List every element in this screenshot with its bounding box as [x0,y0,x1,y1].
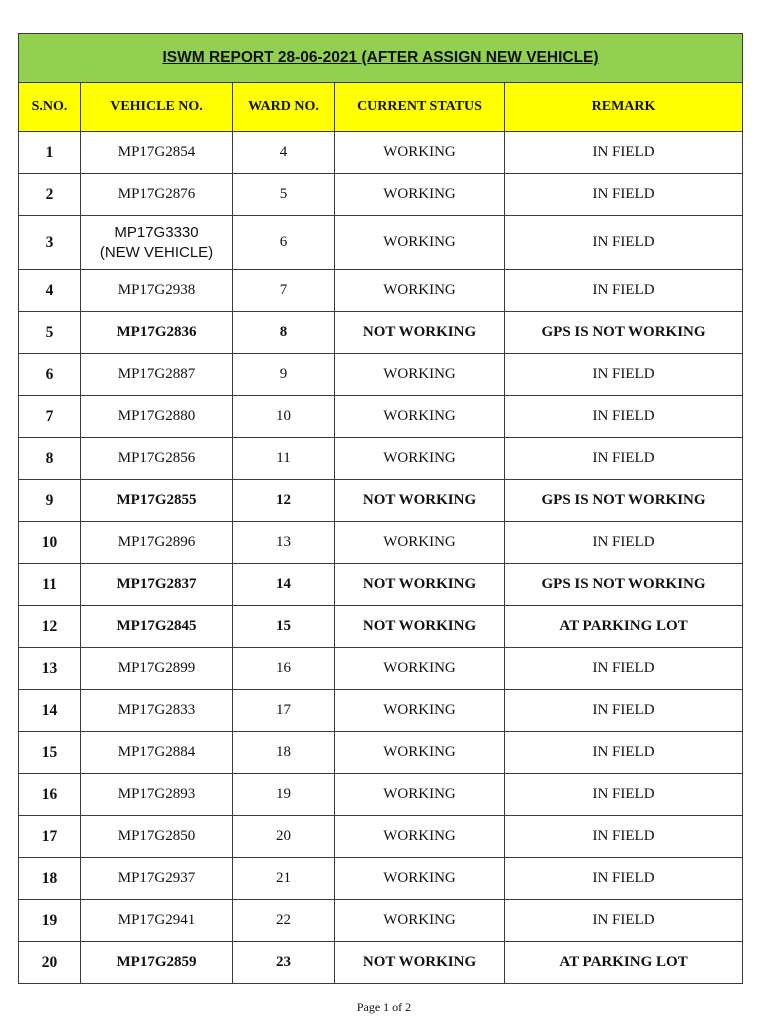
sno-cell: 2 [19,174,81,216]
table-row [19,732,743,774]
ward-cell: 8 [233,312,335,354]
vehicle-cell: MP17G2836 [81,312,233,354]
vehicle-cell: MP17G2884 [81,732,233,774]
ward-cell: 7 [233,270,335,312]
remark-cell: IN FIELD [505,522,743,564]
column-header-remark: REMARK [505,83,743,132]
remark-cell: IN FIELD [505,648,743,690]
table-row [19,858,743,900]
vehicle-cell: MP17G2893 [81,774,233,816]
remark-cell: IN FIELD [505,354,743,396]
table-row [19,438,743,480]
remark-cell: IN FIELD [505,732,743,774]
vehicle-cell: MP17G2859 [81,942,233,984]
status-cell: WORKING [335,216,505,270]
sno-cell: 8 [19,438,81,480]
report-title: ISWM REPORT 28-06-2021 (AFTER ASSIGN NEW VEHICLE) [19,34,743,83]
vehicle-cell: MP17G2850 [81,816,233,858]
header-row [19,83,743,132]
status-cell: NOT WORKING [335,564,505,606]
table-row [19,942,743,984]
ward-cell: 5 [233,174,335,216]
status-cell: NOT WORKING [335,606,505,648]
ward-cell: 18 [233,732,335,774]
vehicle-cell: MP17G2937 [81,858,233,900]
remark-cell: IN FIELD [505,132,743,174]
status-cell: WORKING [335,174,505,216]
status-cell: WORKING [335,270,505,312]
vehicle-cell: MP17G2837 [81,564,233,606]
sno-cell: 16 [19,774,81,816]
remark-cell: IN FIELD [505,690,743,732]
vehicle-cell: MP17G2854 [81,132,233,174]
table-row [19,690,743,732]
sno-cell: 17 [19,816,81,858]
table-row [19,480,743,522]
vehicle-cell: MP17G2880 [81,396,233,438]
sno-cell: 7 [19,396,81,438]
status-cell: WORKING [335,900,505,942]
table-row [19,648,743,690]
ward-cell: 10 [233,396,335,438]
remark-cell: IN FIELD [505,396,743,438]
vehicle-cell: MP17G2876 [81,174,233,216]
status-cell: WORKING [335,816,505,858]
table-row [19,774,743,816]
status-cell: NOT WORKING [335,480,505,522]
vehicle-note: (NEW VEHICLE) [99,243,214,261]
remark-cell: IN FIELD [505,174,743,216]
status-cell: WORKING [335,648,505,690]
remark-cell: AT PARKING LOT [505,606,743,648]
ward-cell: 21 [233,858,335,900]
vehicle-cell: MP17G2845 [81,606,233,648]
sno-cell: 18 [19,858,81,900]
ward-cell: 4 [233,132,335,174]
vehicle-cell: MP17G2896 [81,522,233,564]
ward-cell: 9 [233,354,335,396]
ward-cell: 12 [233,480,335,522]
sno-cell: 15 [19,732,81,774]
remark-cell: GPS IS NOT WORKING [505,480,743,522]
remark-cell: IN FIELD [505,774,743,816]
vehicle-cell: MP17G2899 [81,648,233,690]
sno-cell: 3 [19,216,81,270]
status-cell: WORKING [335,690,505,732]
ward-cell: 20 [233,816,335,858]
remark-cell: IN FIELD [505,216,743,270]
table-row [19,174,743,216]
sno-cell: 9 [19,480,81,522]
status-cell: WORKING [335,438,505,480]
remark-cell: IN FIELD [505,438,743,480]
table-row [19,522,743,564]
remark-cell: AT PARKING LOT [505,942,743,984]
sno-cell: 11 [19,564,81,606]
title-row [19,34,743,83]
sno-cell: 1 [19,132,81,174]
sno-cell: 20 [19,942,81,984]
sno-cell: 13 [19,648,81,690]
sno-cell: 5 [19,312,81,354]
status-cell: WORKING [335,132,505,174]
ward-cell: 19 [233,774,335,816]
ward-cell: 11 [233,438,335,480]
ward-cell: 17 [233,690,335,732]
vehicle-number: MP17G3330 [114,223,199,241]
status-cell: NOT WORKING [335,942,505,984]
status-cell: NOT WORKING [335,312,505,354]
table-row [19,606,743,648]
table-row [19,900,743,942]
sno-cell: 14 [19,690,81,732]
remark-cell: IN FIELD [505,816,743,858]
remark-cell: IN FIELD [505,270,743,312]
vehicle-cell: MP17G2941 [81,900,233,942]
vehicle-cell: MP17G2855 [81,480,233,522]
vehicle-cell: MP17G2887 [81,354,233,396]
column-header-sno: S.NO. [19,83,81,132]
column-header-vehicle: VEHICLE NO. [81,83,233,132]
table-row [19,354,743,396]
table-row [19,396,743,438]
ward-cell: 22 [233,900,335,942]
status-cell: WORKING [335,396,505,438]
page-number: Page 1 of 2 [356,1000,412,1014]
sno-cell: 19 [19,900,81,942]
vehicle-cell [81,216,233,270]
report-table [18,33,743,984]
status-cell: WORKING [335,522,505,564]
status-cell: WORKING [335,858,505,900]
ward-cell: 6 [233,216,335,270]
table-row [19,132,743,174]
vehicle-cell: MP17G2938 [81,270,233,312]
remark-cell: IN FIELD [505,900,743,942]
table-row [19,270,743,312]
remark-cell: GPS IS NOT WORKING [505,312,743,354]
table-row [19,564,743,606]
ward-cell: 13 [233,522,335,564]
sno-cell: 12 [19,606,81,648]
column-header-ward: WARD NO. [233,83,335,132]
vehicle-cell: MP17G2856 [81,438,233,480]
status-cell: WORKING [335,354,505,396]
ward-cell: 14 [233,564,335,606]
table-row [19,312,743,354]
column-header-status: CURRENT STATUS [335,83,505,132]
ward-cell: 16 [233,648,335,690]
remark-cell: GPS IS NOT WORKING [505,564,743,606]
sno-cell: 4 [19,270,81,312]
ward-cell: 15 [233,606,335,648]
table-row [19,216,743,270]
ward-cell: 23 [233,942,335,984]
sno-cell: 6 [19,354,81,396]
table-row [19,816,743,858]
vehicle-cell: MP17G2833 [81,690,233,732]
remark-cell: IN FIELD [505,858,743,900]
status-cell: WORKING [335,732,505,774]
status-cell: WORKING [335,774,505,816]
sno-cell: 10 [19,522,81,564]
